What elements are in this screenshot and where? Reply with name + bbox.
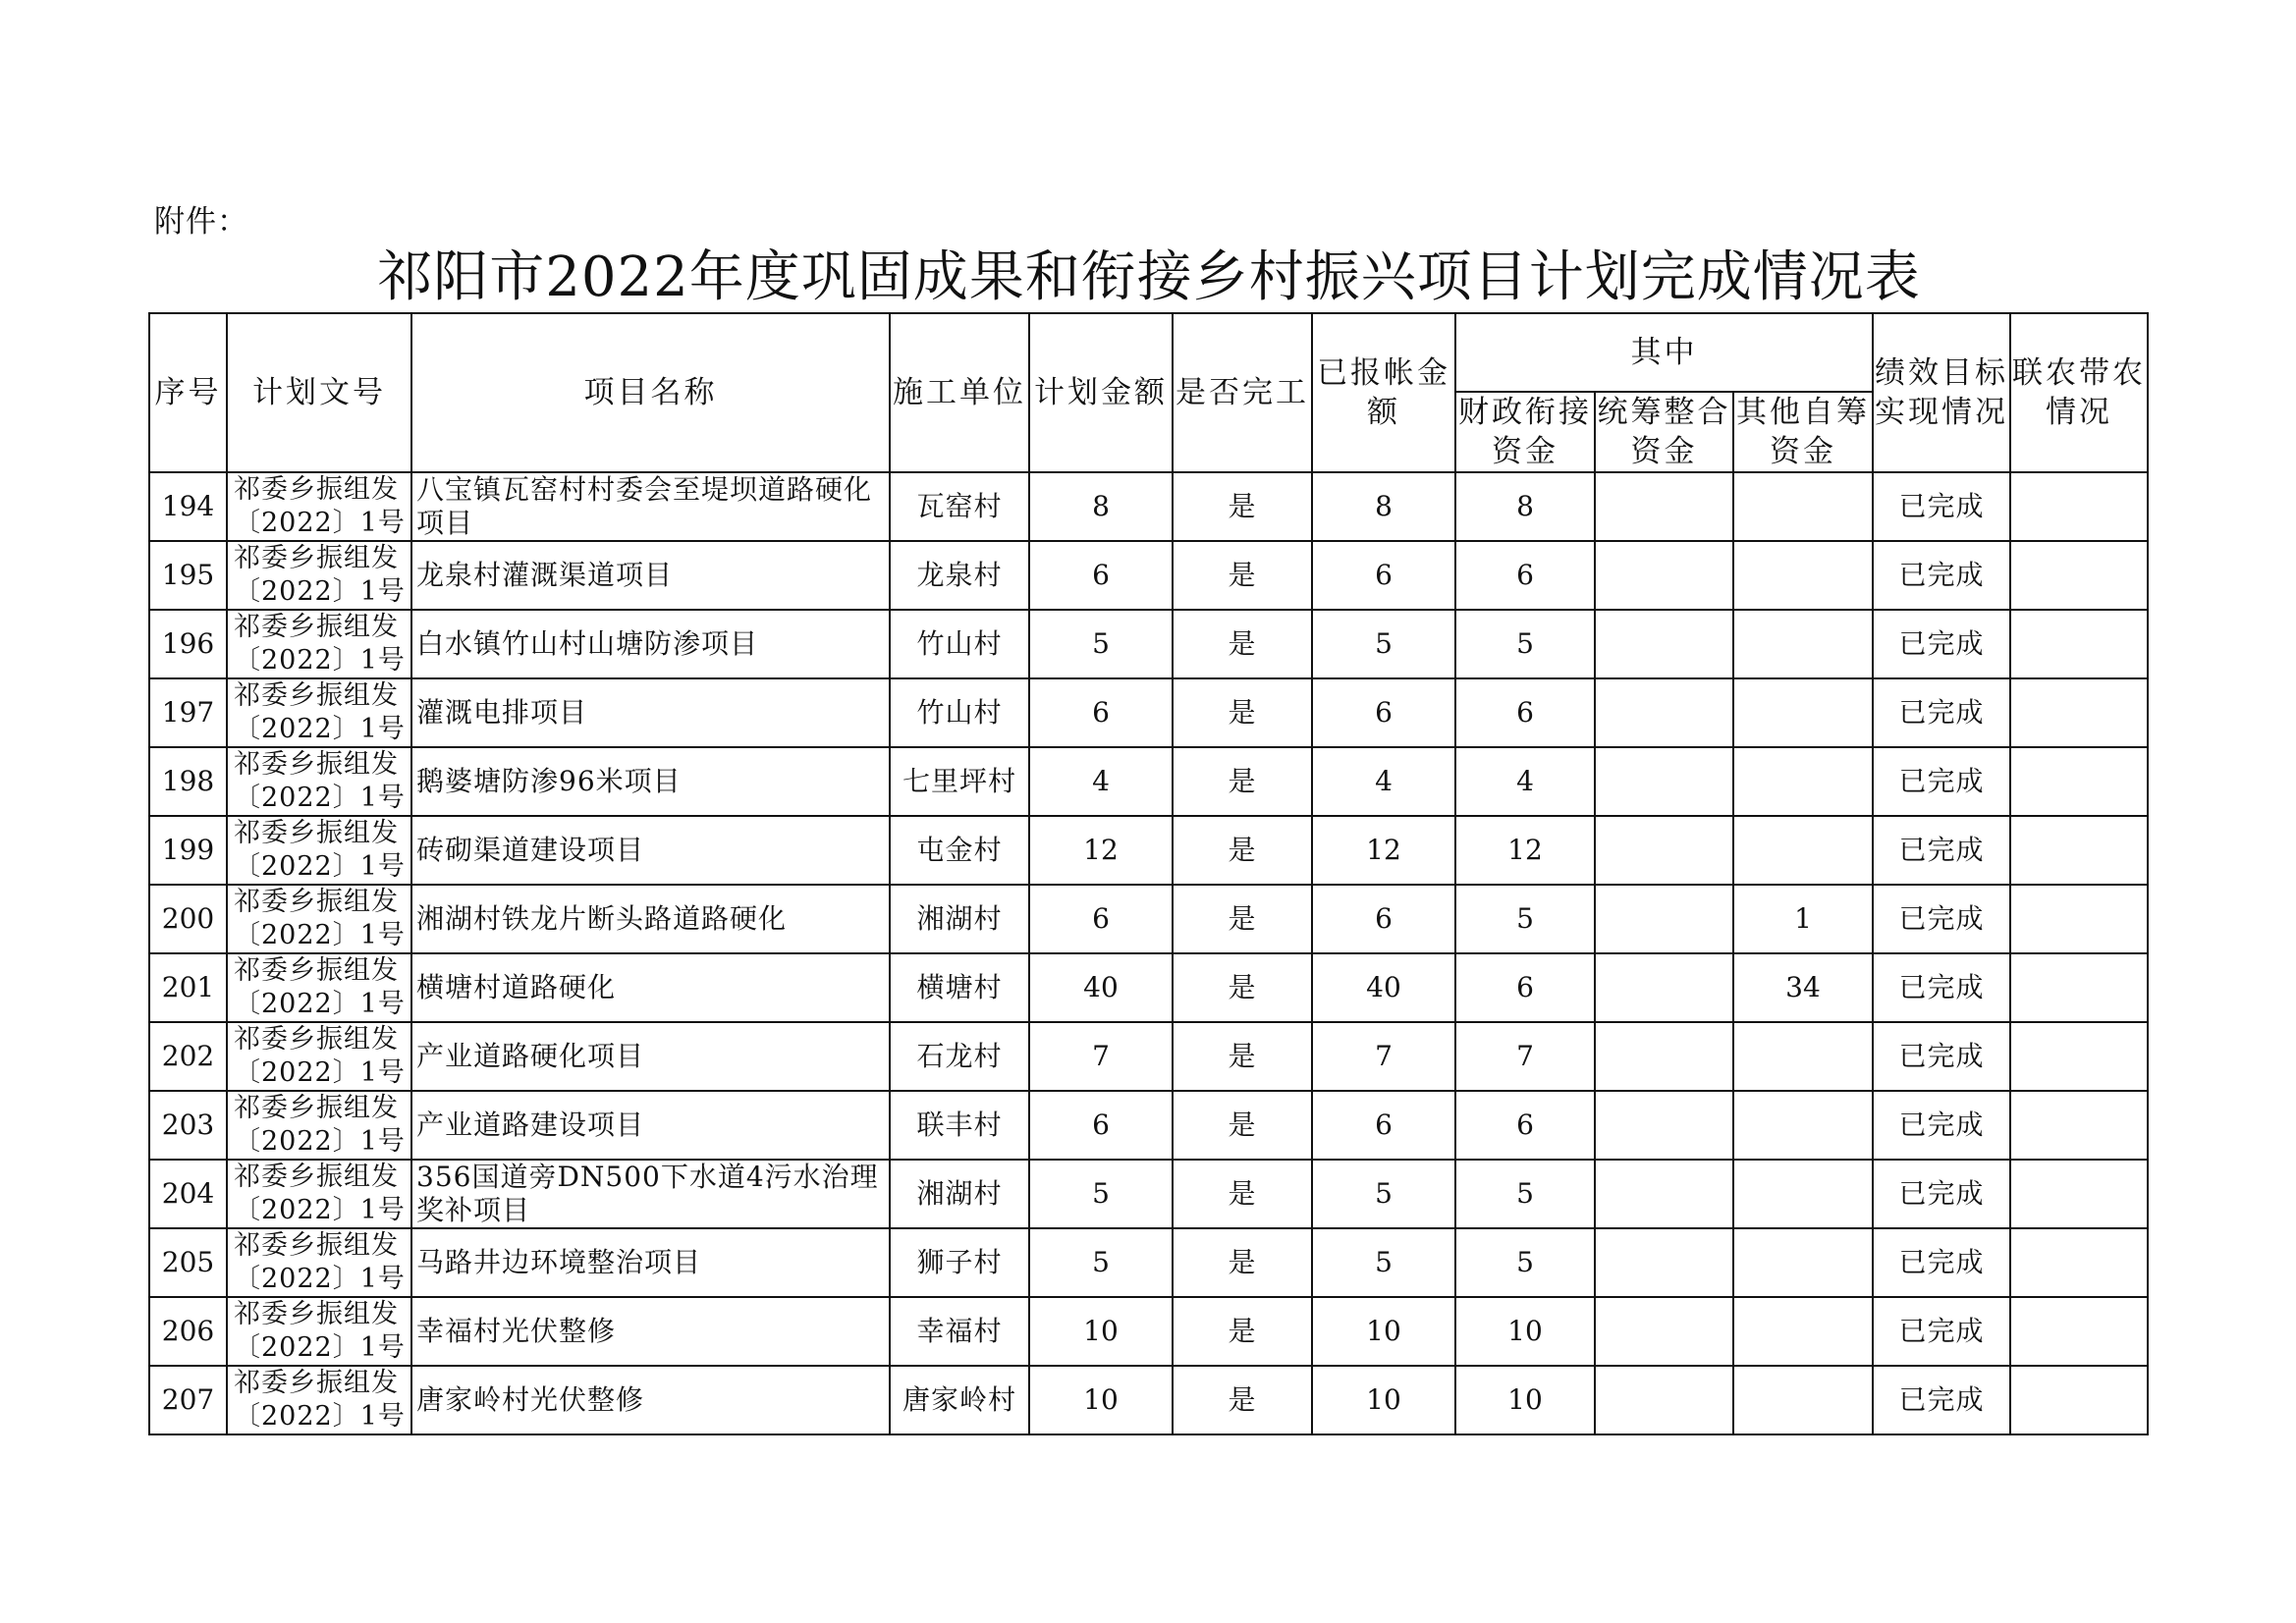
cell-performance: 已完成 <box>1873 1366 2010 1434</box>
cell-project-name: 灌溉电排项目 <box>411 678 890 747</box>
cell-unit: 横塘村 <box>890 953 1029 1022</box>
cell-doc-no: 祁委乡振组发〔2022〕1号 <box>227 1228 411 1297</box>
cell-reported-amount: 12 <box>1312 816 1455 885</box>
cell-unit: 石龙村 <box>890 1022 1029 1091</box>
cell-performance: 已完成 <box>1873 816 2010 885</box>
cell-project-name: 砖砌渠道建设项目 <box>411 816 890 885</box>
cell-project-name: 唐家岭村光伏整修 <box>411 1366 890 1434</box>
cell-integrated-funds <box>1595 678 1733 747</box>
cell-self-raised-funds <box>1733 816 1873 885</box>
cell-fiscal-funds: 10 <box>1455 1366 1595 1434</box>
cell-self-raised-funds <box>1733 1228 1873 1297</box>
cell-self-raised-funds <box>1733 541 1873 610</box>
cell-performance: 已完成 <box>1873 1160 2010 1228</box>
cell-unit: 联丰村 <box>890 1091 1029 1160</box>
header-reported-amount: 已报帐金额 <box>1312 313 1455 472</box>
cell-unit: 湘湖村 <box>890 885 1029 953</box>
cell-self-raised-funds <box>1733 1091 1873 1160</box>
cell-integrated-funds <box>1595 1160 1733 1228</box>
cell-doc-no: 祁委乡振组发〔2022〕1号 <box>227 953 411 1022</box>
cell-fiscal-funds: 5 <box>1455 885 1595 953</box>
cell-completed: 是 <box>1173 1297 1312 1366</box>
cell-completed: 是 <box>1173 610 1312 678</box>
cell-unit: 幸福村 <box>890 1297 1029 1366</box>
cell-seq: 204 <box>149 1160 227 1228</box>
table-row <box>149 1297 2148 1366</box>
cell-integrated-funds <box>1595 1228 1733 1297</box>
cell-planned-amount: 6 <box>1029 1091 1173 1160</box>
cell-planned-amount: 10 <box>1029 1297 1173 1366</box>
cell-planned-amount: 5 <box>1029 1228 1173 1297</box>
cell-seq: 207 <box>149 1366 227 1434</box>
cell-planned-amount: 4 <box>1029 747 1173 816</box>
cell-farmer-link <box>2010 1366 2148 1434</box>
cell-self-raised-funds <box>1733 1366 1873 1434</box>
table-row <box>149 1160 2148 1228</box>
cell-seq: 205 <box>149 1228 227 1297</box>
cell-farmer-link <box>2010 1297 2148 1366</box>
table-row <box>149 472 2148 541</box>
cell-integrated-funds <box>1595 953 1733 1022</box>
cell-farmer-link <box>2010 541 2148 610</box>
cell-doc-no: 祁委乡振组发〔2022〕1号 <box>227 1366 411 1434</box>
cell-self-raised-funds <box>1733 1022 1873 1091</box>
cell-reported-amount: 4 <box>1312 747 1455 816</box>
cell-project-name: 产业道路硬化项目 <box>411 1022 890 1091</box>
cell-doc-no: 祁委乡振组发〔2022〕1号 <box>227 610 411 678</box>
cell-self-raised-funds: 1 <box>1733 885 1873 953</box>
cell-completed: 是 <box>1173 747 1312 816</box>
cell-seq: 202 <box>149 1022 227 1091</box>
cell-reported-amount: 6 <box>1312 885 1455 953</box>
cell-completed: 是 <box>1173 678 1312 747</box>
cell-planned-amount: 12 <box>1029 816 1173 885</box>
cell-self-raised-funds <box>1733 1160 1873 1228</box>
header-integrated-funds: 统筹整合资金 <box>1595 392 1733 472</box>
cell-completed: 是 <box>1173 1366 1312 1434</box>
cell-unit: 狮子村 <box>890 1228 1029 1297</box>
cell-farmer-link <box>2010 1091 2148 1160</box>
cell-farmer-link <box>2010 747 2148 816</box>
header-planned-amount: 计划金额 <box>1029 313 1173 472</box>
cell-fiscal-funds: 12 <box>1455 816 1595 885</box>
header-completed: 是否完工 <box>1173 313 1312 472</box>
cell-planned-amount: 7 <box>1029 1022 1173 1091</box>
header-unit: 施工单位 <box>890 313 1029 472</box>
cell-planned-amount: 8 <box>1029 472 1173 541</box>
cell-performance: 已完成 <box>1873 678 2010 747</box>
cell-performance: 已完成 <box>1873 747 2010 816</box>
cell-self-raised-funds <box>1733 1297 1873 1366</box>
table-row <box>149 1022 2148 1091</box>
cell-seq: 194 <box>149 472 227 541</box>
header-of-which: 其中 <box>1455 313 1873 392</box>
cell-planned-amount: 5 <box>1029 1160 1173 1228</box>
cell-planned-amount: 5 <box>1029 610 1173 678</box>
cell-completed: 是 <box>1173 1160 1312 1228</box>
page-title: 祁阳市2022年度巩固成果和衔接乡村振兴项目计划完成情况表 <box>377 245 1921 309</box>
cell-reported-amount: 5 <box>1312 610 1455 678</box>
cell-fiscal-funds: 10 <box>1455 1297 1595 1366</box>
cell-completed: 是 <box>1173 1091 1312 1160</box>
cell-project-name: 八宝镇瓦窑村村委会至堤坝道路硬化项目 <box>411 472 890 541</box>
cell-seq: 206 <box>149 1297 227 1366</box>
cell-fiscal-funds: 6 <box>1455 953 1595 1022</box>
cell-planned-amount: 6 <box>1029 541 1173 610</box>
cell-unit: 屯金村 <box>890 816 1029 885</box>
cell-fiscal-funds: 5 <box>1455 1160 1595 1228</box>
cell-unit: 七里坪村 <box>890 747 1029 816</box>
cell-fiscal-funds: 6 <box>1455 1091 1595 1160</box>
cell-farmer-link <box>2010 678 2148 747</box>
cell-fiscal-funds: 6 <box>1455 678 1595 747</box>
cell-seq: 199 <box>149 816 227 885</box>
cell-farmer-link <box>2010 953 2148 1022</box>
cell-doc-no: 祁委乡振组发〔2022〕1号 <box>227 885 411 953</box>
cell-seq: 200 <box>149 885 227 953</box>
cell-self-raised-funds <box>1733 747 1873 816</box>
table-row <box>149 747 2148 816</box>
cell-integrated-funds <box>1595 541 1733 610</box>
cell-farmer-link <box>2010 472 2148 541</box>
cell-completed: 是 <box>1173 1228 1312 1297</box>
cell-completed: 是 <box>1173 472 1312 541</box>
header-fiscal-funds: 财政衔接资金 <box>1455 392 1595 472</box>
cell-completed: 是 <box>1173 1022 1312 1091</box>
cell-project-name: 湘湖村铁龙片断头路道路硬化 <box>411 885 890 953</box>
cell-integrated-funds <box>1595 610 1733 678</box>
header-row <box>149 313 2148 392</box>
cell-project-name: 产业道路建设项目 <box>411 1091 890 1160</box>
cell-self-raised-funds <box>1733 472 1873 541</box>
cell-fiscal-funds: 6 <box>1455 541 1595 610</box>
cell-doc-no: 祁委乡振组发〔2022〕1号 <box>227 541 411 610</box>
cell-performance: 已完成 <box>1873 885 2010 953</box>
table-row <box>149 1366 2148 1434</box>
cell-unit: 竹山村 <box>890 678 1029 747</box>
cell-performance: 已完成 <box>1873 610 2010 678</box>
cell-integrated-funds <box>1595 747 1733 816</box>
table-row <box>149 1228 2148 1297</box>
cell-reported-amount: 5 <box>1312 1228 1455 1297</box>
cell-fiscal-funds: 5 <box>1455 1228 1595 1297</box>
cell-unit: 龙泉村 <box>890 541 1029 610</box>
cell-project-name: 幸福村光伏整修 <box>411 1297 890 1366</box>
cell-doc-no: 祁委乡振组发〔2022〕1号 <box>227 1091 411 1160</box>
table-row <box>149 1091 2148 1160</box>
cell-planned-amount: 6 <box>1029 678 1173 747</box>
cell-unit: 竹山村 <box>890 610 1029 678</box>
cell-farmer-link <box>2010 1160 2148 1228</box>
cell-fiscal-funds: 7 <box>1455 1022 1595 1091</box>
cell-doc-no: 祁委乡振组发〔2022〕1号 <box>227 1297 411 1366</box>
table-row <box>149 610 2148 678</box>
cell-completed: 是 <box>1173 953 1312 1022</box>
cell-planned-amount: 40 <box>1029 953 1173 1022</box>
attachment-label: 附件： <box>154 204 248 240</box>
cell-seq: 197 <box>149 678 227 747</box>
header-seq: 序号 <box>149 313 227 472</box>
cell-completed: 是 <box>1173 885 1312 953</box>
cell-reported-amount: 40 <box>1312 953 1455 1022</box>
cell-unit: 湘湖村 <box>890 1160 1029 1228</box>
cell-seq: 195 <box>149 541 227 610</box>
cell-reported-amount: 6 <box>1312 541 1455 610</box>
cell-project-name: 横塘村道路硬化 <box>411 953 890 1022</box>
cell-project-name: 白水镇竹山村山塘防渗项目 <box>411 610 890 678</box>
cell-project-name: 马路井边环境整治项目 <box>411 1228 890 1297</box>
cell-farmer-link <box>2010 610 2148 678</box>
header-performance: 绩效目标实现情况 <box>1873 313 2010 472</box>
cell-self-raised-funds: 34 <box>1733 953 1873 1022</box>
header-doc-no: 计划文号 <box>227 313 411 472</box>
table-row <box>149 541 2148 610</box>
cell-reported-amount: 5 <box>1312 1160 1455 1228</box>
cell-self-raised-funds <box>1733 610 1873 678</box>
cell-performance: 已完成 <box>1873 1228 2010 1297</box>
table-row <box>149 678 2148 747</box>
cell-integrated-funds <box>1595 1297 1733 1366</box>
cell-farmer-link <box>2010 1022 2148 1091</box>
cell-doc-no: 祁委乡振组发〔2022〕1号 <box>227 678 411 747</box>
header-self-raised-funds: 其他自筹资金 <box>1733 392 1873 472</box>
cell-project-name: 鹅婆塘防渗96米项目 <box>411 747 890 816</box>
cell-project-name: 龙泉村灌溉渠道项目 <box>411 541 890 610</box>
cell-fiscal-funds: 5 <box>1455 610 1595 678</box>
cell-reported-amount: 6 <box>1312 1091 1455 1160</box>
cell-reported-amount: 6 <box>1312 678 1455 747</box>
cell-seq: 203 <box>149 1091 227 1160</box>
cell-self-raised-funds <box>1733 678 1873 747</box>
cell-integrated-funds <box>1595 885 1733 953</box>
cell-fiscal-funds: 4 <box>1455 747 1595 816</box>
cell-completed: 是 <box>1173 541 1312 610</box>
cell-doc-no: 祁委乡振组发〔2022〕1号 <box>227 816 411 885</box>
cell-performance: 已完成 <box>1873 1022 2010 1091</box>
cell-planned-amount: 6 <box>1029 885 1173 953</box>
cell-reported-amount: 10 <box>1312 1297 1455 1366</box>
project-completion-table <box>148 312 2149 1435</box>
cell-reported-amount: 7 <box>1312 1022 1455 1091</box>
cell-unit: 唐家岭村 <box>890 1366 1029 1434</box>
cell-seq: 201 <box>149 953 227 1022</box>
cell-performance: 已完成 <box>1873 541 2010 610</box>
table-row <box>149 816 2148 885</box>
cell-seq: 198 <box>149 747 227 816</box>
cell-performance: 已完成 <box>1873 472 2010 541</box>
table-row <box>149 953 2148 1022</box>
cell-performance: 已完成 <box>1873 1297 2010 1366</box>
header-farmer-link: 联农带农情况 <box>2010 313 2148 472</box>
cell-performance: 已完成 <box>1873 953 2010 1022</box>
cell-reported-amount: 10 <box>1312 1366 1455 1434</box>
cell-integrated-funds <box>1595 816 1733 885</box>
cell-project-name: 356国道旁DN500下水道4污水治理奖补项目 <box>411 1160 890 1228</box>
cell-farmer-link <box>2010 885 2148 953</box>
cell-integrated-funds <box>1595 1091 1733 1160</box>
cell-integrated-funds <box>1595 1022 1733 1091</box>
cell-reported-amount: 8 <box>1312 472 1455 541</box>
cell-doc-no: 祁委乡振组发〔2022〕1号 <box>227 747 411 816</box>
cell-farmer-link <box>2010 1228 2148 1297</box>
cell-performance: 已完成 <box>1873 1091 2010 1160</box>
cell-unit: 瓦窑村 <box>890 472 1029 541</box>
cell-completed: 是 <box>1173 816 1312 885</box>
cell-seq: 196 <box>149 610 227 678</box>
header-project-name: 项目名称 <box>411 313 890 472</box>
cell-fiscal-funds: 8 <box>1455 472 1595 541</box>
cell-integrated-funds <box>1595 1366 1733 1434</box>
cell-farmer-link <box>2010 816 2148 885</box>
table-row <box>149 885 2148 953</box>
cell-doc-no: 祁委乡振组发〔2022〕1号 <box>227 1160 411 1228</box>
cell-doc-no: 祁委乡振组发〔2022〕1号 <box>227 1022 411 1091</box>
cell-doc-no: 祁委乡振组发〔2022〕1号 <box>227 472 411 541</box>
cell-integrated-funds <box>1595 472 1733 541</box>
cell-planned-amount: 10 <box>1029 1366 1173 1434</box>
